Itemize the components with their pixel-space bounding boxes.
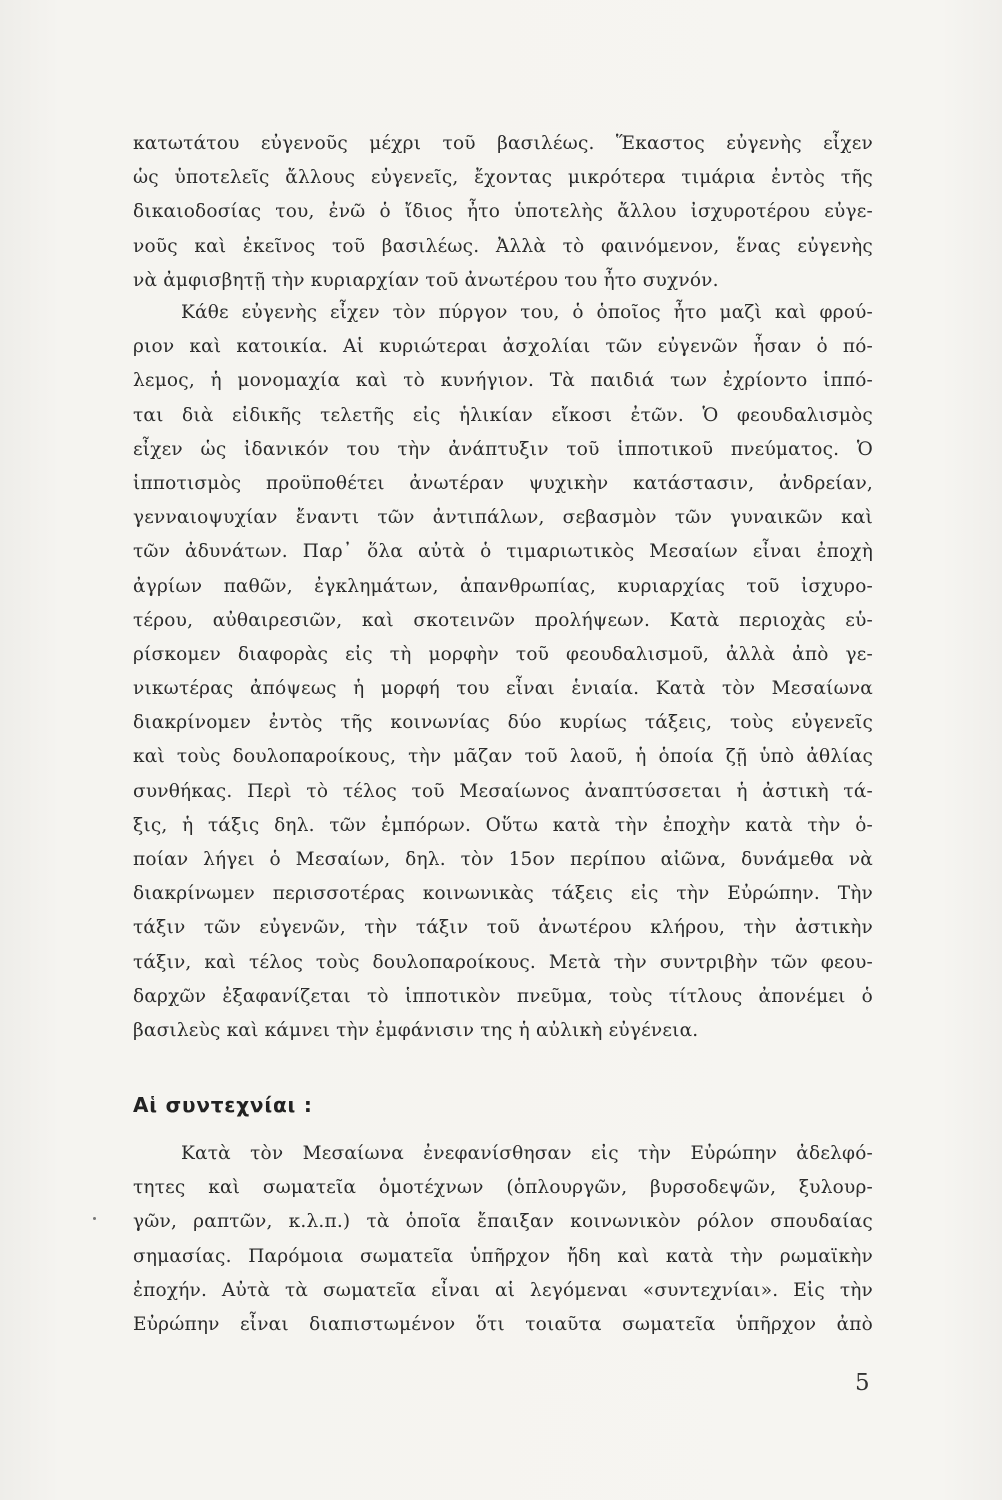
text-line: βασιλεὺς καὶ κάμνει τὴν ἐμφάνισιν της ἡ αὐλικὴ εὐγένεια. [133,1019,699,1041]
text-line: Κατὰ τὸν Μεσαίωνα ἐνεφανίσθησαν εἰς τὴν Εὐρώπην ἀδελφό- [181,1143,873,1164]
text-line: τητες καὶ σωματεῖα ὁμοτέχνων (ὁπλουργῶν, βυρσοδεψῶν, ξυλουρ- [133,1177,873,1199]
margin-speck [93,1217,96,1220]
page-number: 5 [855,1370,870,1396]
text-line: ρίσκομεν διαφορὰς εἰς τὴ μορφὴν τοῦ φεουδαλισμοῦ, ἀλλὰ ἀπὸ γε- [133,643,873,665]
text-line: ριον καὶ κατοικία. Αἱ κυριώτεραι ἀσχολίαι τῶν εὐγενῶν ἦσαν ὁ πό- [133,336,873,358]
paragraph-chivalry [133,296,873,1048]
text-line: γενναιοψυχίαν ἔναντι τῶν ἀντιπάλων, σεβασμὸν τῶν γυναικῶν καὶ [133,507,873,529]
text-line: εἶχεν ὡς ἰδανικόν του τὴν ἀνάπτυξιν τοῦ ἱπποτικοῦ πνεύματος. Ὁ [133,438,873,460]
text-line: νὰ ἀμφισβητῇ τὴν κυριαρχίαν τοῦ ἀνωτέρου του ἦτο συχνόν. [133,269,719,291]
text-line: σημασίας. Παρόμοια σωματεῖα ὑπῆρχον ἤδη καὶ κατὰ τὴν ρωμαϊκὴν [133,1245,873,1267]
paragraph-feudal-hierarchy [133,127,873,298]
text-line: Κάθε εὐγενὴς εἶχεν τὸν πύργον του, ὁ ὁποῖος ἦτο μαζὶ καὶ φρού- [181,302,873,323]
section-heading: Αἱ συντεχνίαι : [133,1093,313,1117]
text-line: λεμος, ἡ μονομαχία καὶ τὸ κυνήγιον. Τὰ παιδιά των ἐχρίοντο ἱππό- [133,370,873,392]
text-line: ξις, ἡ τάξις δηλ. τῶν ἐμπόρων. Οὕτω κατὰ τὴν ἐποχὴν κατὰ τὴν ὁ- [133,814,873,836]
text-line: καὶ τοὺς δουλοπαροίκους, τὴν μᾶζαν τοῦ λαοῦ, ἡ ὁποία ζῇ ὑπὸ ἀθλίας [133,746,873,768]
text-line: ται διὰ εἰδικῆς τελετῆς εἰς ἡλικίαν εἴκοσι ἐτῶν. Ὁ φεουδαλισμὸς [133,404,873,426]
text-line: τάξιν τῶν εὐγενῶν, τὴν τάξιν τοῦ ἀνωτέρου κλήρου, τὴν ἀστικὴν [133,917,873,939]
text-line: δαρχῶν ἐξαφανίζεται τὸ ἱπποτικὸν πνεῦμα, τοὺς τίτλους ἀπονέμει ὁ [133,985,873,1007]
text-line: τῶν ἀδυνάτων. Παρ᾽ ὅλα αὐτὰ ὁ τιμαριωτικὸς Μεσαίων εἶναι ἐποχὴ [133,541,873,563]
text-line: ἱπποτισμὸς προϋποθέτει ἀνωτέραν ψυχικὴν κατάστασιν, ἀνδρείαν, [133,472,873,494]
text-line: τάξιν, καὶ τέλος τοὺς δουλοπαροίκους. Μετὰ τὴν συντριβὴν τῶν φεου- [133,951,873,973]
text-line: Εὐρώπην εἶναι διαπιστωμένον ὅτι τοιαῦτα σωματεῖα ὑπῆρχον ἀπὸ [133,1313,873,1335]
text-line: νικωτέρας ἀπόψεως ἡ μορφή του εἶναι ἑνιαία. Κατὰ τὸν Μεσαίωνα [133,678,873,700]
text-line: νοῦς καὶ ἐκεῖνος τοῦ βασιλέως. Ἀλλὰ τὸ φαινόμενον, ἕνας εὐγενὴς [133,235,873,257]
text-line: ἐποχήν. Αὐτὰ τὰ σωματεῖα εἶναι αἱ λεγόμεναι «συντεχνίαι». Εἰς τὴν [133,1279,873,1301]
text-line: τέρου, αὐθαιρεσιῶν, καὶ σκοτεινῶν προλήψεων. Κατὰ περιοχὰς εὑ- [133,609,873,631]
text-line: γῶν, ραπτῶν, κ.λ.π.) τὰ ὁποῖα ἔπαιξαν κοινωνικὸν ρόλον σπουδαίας [133,1211,873,1233]
text-line: διακρίνομεν ἐντὸς τῆς κοινωνίας δύο κυρίως τάξεις, τοὺς εὐγενεῖς [133,712,873,734]
text-line: διακρίνωμεν περισσοτέρας κοινωνικὰς τάξεις εἰς τὴν Εὐρώπην. Τὴν [133,883,873,905]
text-line: ὡς ὑποτελεῖς ἄλλους εὐγενεῖς, ἔχοντας μικρότερα τιμάρια ἐντὸς τῆς [133,167,873,189]
text-line: ποίαν λήγει ὁ Μεσαίων, δηλ. τὸν 15ον περίπου αἰῶνα, δυνάμεθα νὰ [133,849,873,870]
text-line: ἀγρίων παθῶν, ἐγκλημάτων, ἀπανθρωπίας, κυριαρχίας τοῦ ἰσχυρο- [133,575,873,597]
text-line: συνθήκας. Περὶ τὸ τέλος τοῦ Μεσαίωνος ἀναπτύσσεται ἡ ἀστικὴ τά- [133,780,873,802]
text-line: κατωτάτου εὐγενοῦς μέχρι τοῦ βασιλέως. Ἕκαστος εὐγενὴς εἶχεν [133,133,873,154]
paragraph-guilds [133,1137,873,1342]
text-line: δικαιοδοσίας του, ἐνῶ ὁ ἴδιος ἦτο ὑποτελὴς ἄλλου ἰσχυροτέρου εὐγε- [133,201,873,223]
